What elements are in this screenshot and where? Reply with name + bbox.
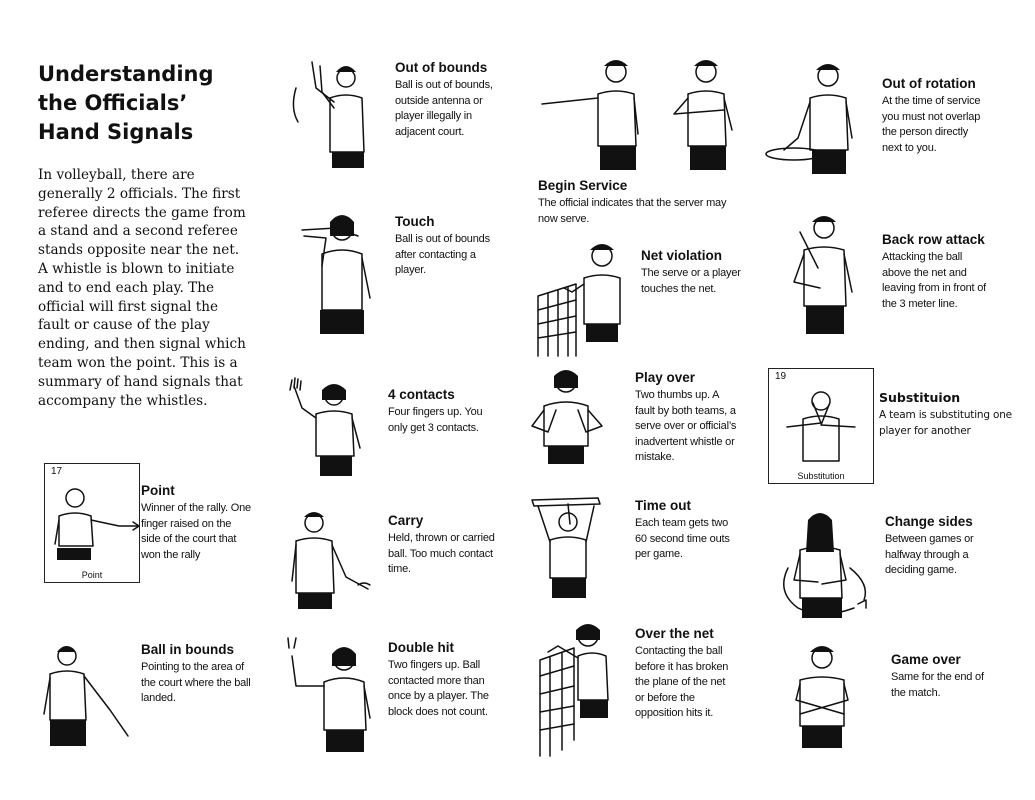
referee-figure-icon [296, 206, 388, 336]
signal-description: Two fingers up. Ball contacted more than once by a player. The block does not count. [388, 659, 489, 718]
signal-title: Double hit [388, 640, 454, 655]
referee-figure-icon [774, 212, 864, 336]
referee-figure-icon [769, 383, 873, 473]
title-line: the Officials’ [38, 91, 188, 115]
intro-paragraph: In volleyball, there are generally 2 officials. The first referee directs the game from a stand and a second referee stands opposite near the net. A whistle is blown to initiate and to end each play. The official will first signal the fault or cause of the play ending, and then signal which team won the point. This is a summary of hand signals that accompany the whistles. [38, 167, 246, 409]
point-card [44, 463, 140, 583]
signal-title: Net violation [641, 248, 723, 263]
referee-figure-icon [774, 508, 874, 620]
referee-figure-icon [528, 366, 608, 466]
signal-description: At the time of service you must not overlap the person directly next to you. [882, 95, 981, 154]
signal-description: Between games or halfway through a deciding game. [885, 533, 974, 576]
signal-description: Two thumbs up. A fault by both teams, a serve over or official’s inadvertent whistle or mistake. [635, 389, 737, 463]
referee-figure-icon [288, 505, 376, 611]
referee-figure-icon [40, 640, 135, 750]
signal-title: Ball in bounds [141, 642, 234, 657]
signal-title: Substituion [879, 390, 961, 405]
referee-figure-icon [528, 494, 608, 600]
net-icon [538, 284, 576, 356]
signal-title: Carry [388, 513, 424, 528]
referee-figure-icon [764, 60, 864, 176]
signal-title: Over the net [635, 626, 714, 641]
signal-title: 4 contacts [388, 387, 455, 402]
signal-description: Four fingers up. You only get 3 contacts. [388, 406, 483, 434]
signal-title: Out of bounds [395, 60, 488, 75]
referee-figure-icon [536, 240, 626, 358]
card-number: 19 [775, 371, 787, 382]
net-icon [540, 648, 574, 756]
signal-description: Attacking the ball above the net and leaving from in front of the 3 meter line. [882, 251, 987, 310]
referee-figure-icon [538, 54, 738, 172]
referee-figure-icon [290, 58, 386, 170]
signal-title: Touch [395, 214, 435, 229]
signal-description: The official indicates that the server may now serve. [538, 197, 727, 225]
signal-description: Contacting the ball before it has broken the plane of the net or before the opposition hits it. [635, 645, 729, 719]
signal-description: Pointing to the area of the court where the ball landed. [141, 661, 251, 704]
signal-description: A team is substituting one player for another [879, 409, 1012, 437]
signal-title: Game over [891, 652, 961, 667]
referee-figure-icon [786, 642, 858, 752]
referee-figure-icon [284, 378, 372, 478]
referee-figure-icon [538, 620, 614, 760]
substitution-card [768, 368, 874, 484]
signal-title: Time out [635, 498, 692, 513]
signal-description: The serve or a player touches the net. [641, 267, 741, 295]
signal-description: Ball is out of bounds, outside antenna or player illegally in adjacent court. [395, 79, 493, 138]
signal-title: Back row attack [882, 232, 985, 247]
page-title [38, 60, 268, 147]
signal-description: Same for the end of the match. [891, 671, 984, 699]
signal-description: Winner of the rally. One finger raised on the side of the court that won the rally [141, 502, 251, 561]
title-line: Understanding [38, 62, 214, 86]
signal-description: Held, thrown or carried ball. Too much contact time. [388, 532, 495, 575]
card-caption: Substitution [797, 471, 845, 481]
signal-title: Point [141, 483, 175, 498]
signal-title: Play over [635, 370, 696, 385]
title-line: Hand Signals [38, 120, 194, 144]
signal-description: Ball is out of bounds after contacting a player. [395, 233, 490, 276]
signal-title: Out of rotation [882, 76, 976, 91]
signal-description: Each team gets two 60 second time outs per game. [635, 517, 730, 560]
signal-title: Begin Service [538, 178, 628, 193]
signal-title: Change sides [885, 514, 973, 529]
referee-figure-icon [284, 636, 376, 754]
card-number: 17 [51, 466, 63, 477]
card-caption: Point [81, 570, 103, 580]
referee-figure-icon [45, 476, 139, 576]
